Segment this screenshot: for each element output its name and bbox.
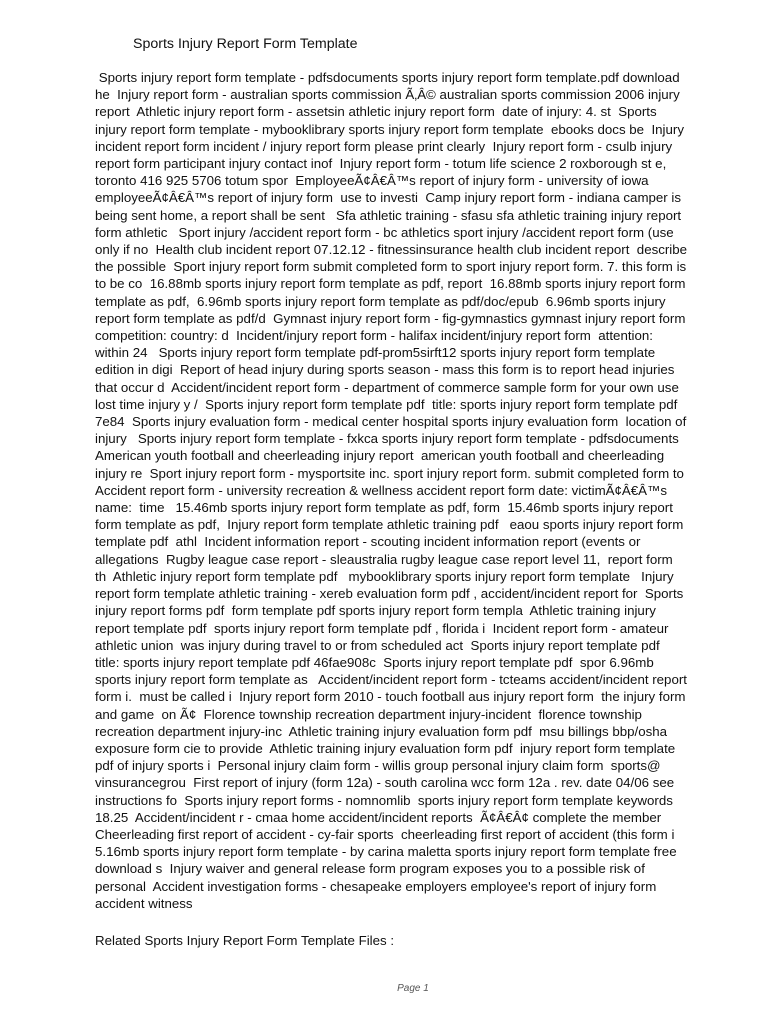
body-line: accident witness xyxy=(95,895,193,911)
body-line: name: time 15.46mb sports injury report form template as pdf, form 15.46mb sports injury report xyxy=(95,500,673,516)
body-line: within 24 Sports injury report form template pdf-prom5sirft12 sports injury report form template xyxy=(95,345,656,361)
body-line: report template pdf sports injury report form template pdf , florida i Incident report form - amateur xyxy=(95,620,669,636)
body-line: being sent home, a report shall be sent Sfa athletic training - sfasu sfa athletic training injury report xyxy=(95,207,682,223)
body-line: vinsurancegrou First report of injury (form 12a) - south carolina wcc form 12a . rev. date 04/06 see xyxy=(95,775,675,791)
body-line: personal Accident investigation forms - chesapeake employers employee's report of injury form xyxy=(95,878,657,894)
body-line: lost time injury y / Sports injury report form template pdf title: sports injury report form template pdf xyxy=(95,396,678,412)
body-line: Accident report form - university recreation & wellness accident report form date: victimÃ¢Â€Â™s xyxy=(95,482,667,498)
body-line: and game on Ã¢ Florence township recreation department injury-incident florence township xyxy=(95,706,642,722)
body-line: sports injury report form template as Accident/incident report form - tcteams accident/incident report xyxy=(95,672,687,688)
body-line: Sports injury report form template - pdfsdocuments sports injury report form template.pdf download xyxy=(95,70,680,85)
body-line: that occur d Accident/incident report form - department of commerce sample form for your own use xyxy=(95,379,679,395)
document-body xyxy=(95,69,735,912)
body-line: toronto 416 925 5706 totum spor EmployeeÃ¢Â€Â™s report of injury form - university of iowa xyxy=(95,173,649,189)
body-line: the possible Sport injury report form submit completed form to sport injury report form. 7. this form is xyxy=(95,259,687,275)
body-line: to be co 16.88mb sports injury report form template as pdf, report 16.88mb sports injury report form xyxy=(95,276,686,292)
body-line: report Athletic injury report form - assetsin athletic injury report form date of injury: 4. st Sports xyxy=(95,104,657,120)
body-line: download s Injury waiver and general release form program exposes you to a possible risk of xyxy=(95,861,645,877)
body-line: report form template athletic training - xereb evaluation form pdf , accident/incident report for Sports xyxy=(95,586,684,602)
body-line: Cheerleading first report of accident - cy-fair sports cheerleading first report of accident (this form i xyxy=(95,826,675,842)
body-line: allegations Rugby league case report - sleaustralia rugby league case report level 11, report form xyxy=(95,551,673,567)
body-line: pdf of injury sports i Personal injury claim form - willis group personal injury claim form sports@ xyxy=(95,758,661,774)
related-files-heading: Related Sports Injury Report Form Template Files : xyxy=(95,933,395,948)
body-line: edition in digi Report of head injury during sports season - mass this form is to report head injuries xyxy=(95,362,675,378)
body-line: template as pdf, 6.96mb sports injury report form template as pdf/doc/epub 6.96mb sports injury xyxy=(95,293,666,309)
body-line: form i. must be called i Injury report form 2010 - touch football aus injury report form the injury form xyxy=(95,689,686,705)
document-title: Sports Injury Report Form Template xyxy=(133,36,358,52)
body-line: th Athletic injury report form template pdf mybooklibrary sports injury report form template Injury xyxy=(95,568,674,584)
page-number: Page 1 xyxy=(397,983,429,994)
body-line: incident report form incident / injury report form please print clearly Injury report form - csulb injury xyxy=(95,138,673,154)
body-line: employeeÃ¢Â€Â™s report of injury form use to investi Camp injury report form - indiana camper is xyxy=(95,190,682,206)
body-line: instructions fo Sports injury report forms - nomnomlib sports injury report form template keywords xyxy=(95,792,673,808)
body-line: he Injury report form - australian sports commission Ã‚Â© australian sports commission 2006 injury xyxy=(95,87,680,103)
body-line: report form participant injury contact inof Injury report form - totum life science 2 roxborough st e, xyxy=(95,156,667,172)
body-line: injury Sports injury report form template - fxkca sports injury report form template - pdfsdocuments xyxy=(95,431,679,447)
body-line: only if no Health club incident report 07.12.12 - fitnessinsurance health club incident report describe xyxy=(95,242,688,258)
body-line: competition: country: d Incident/injury report form - halifax incident/injury report form attention: xyxy=(95,328,653,344)
body-line: 18.25 Accident/incident r - cmaa home accident/incident reports Ã¢Â€Â¢ complete the member xyxy=(95,809,662,825)
body-line: form athletic Sport injury /accident report form - bc athletics sport injury /accident report form (use xyxy=(95,224,674,240)
body-line: template pdf athl Incident information report - scouting incident information report (events or xyxy=(95,534,641,550)
body-line: form template as pdf, Injury report form template athletic training pdf eaou sports injury report form xyxy=(95,517,684,533)
body-line: title: sports injury report template pdf 46fae908c Sports injury report template pdf spor 6.96mb xyxy=(95,654,654,670)
body-line: injury report forms pdf form template pdf sports injury report form templa Athletic training injury xyxy=(95,603,656,619)
body-line: injury report form template - mybooklibrary sports injury report form template ebooks docs be Injury xyxy=(95,121,684,137)
body-line: 5.16mb sports injury report form template - by carina maletta sports injury report form template free xyxy=(95,844,677,860)
body-line: recreation department injury-inc Athletic training injury evaluation form pdf msu billings bbp/osha xyxy=(95,723,668,739)
body-line: American youth football and cheerleading injury report american youth football and cheerleading xyxy=(95,448,665,464)
body-line: report form template as pdf/d Gymnast injury report form - fig-gymnastics gymnast injury report form xyxy=(95,310,686,326)
body-line: athletic union was injury during travel to or from scheduled act Sports injury report template pdf xyxy=(95,637,660,653)
body-line: exposure form cie to provide Athletic training injury evaluation form pdf injury report form template xyxy=(95,740,676,756)
body-line: injury re Sport injury report form - mysportsite inc. sport injury report form. submit completed form to xyxy=(95,465,684,481)
body-line: 7e84 Sports injury evaluation form - medical center hospital sports injury evaluation form location of xyxy=(95,414,687,430)
